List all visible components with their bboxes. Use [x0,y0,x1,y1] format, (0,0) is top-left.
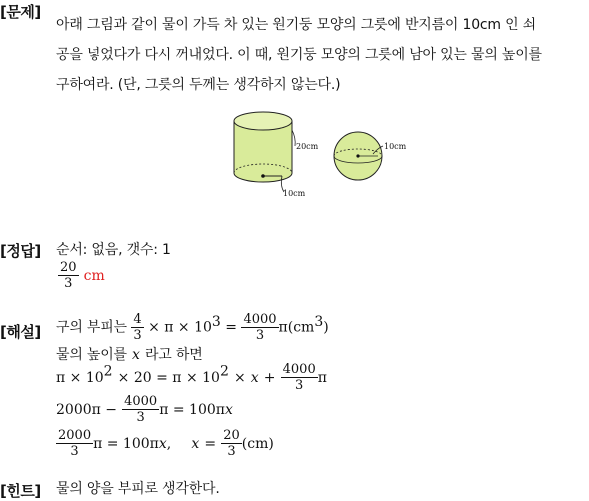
problem-line-2: 공을 넣었다가 다시 꺼내었다. 이 때, 원기둥 모양의 그릇에 남아 있는 물의 높이를 [56,47,542,63]
sphere-figure [334,132,383,180]
problem-line-3: 구하여라. (단, 그릇의 두께는 생각하지 않는다.) [56,77,341,93]
hint-label: [힌트] [0,482,41,500]
answer-meta: 순서: 없음, 갯수: 1 [56,242,171,258]
solution-line-5: $\frac{2000}{3}$ π = 100πx, x = $\frac{20}{3}$ (cm) [58,428,274,459]
cylinder-figure [234,112,295,192]
problem-line-1: 아래 그림과 같이 물이 가득 차 있는 원기둥 모양의 그릇에 반지름이 10cm 인 쇠 [56,17,536,33]
answer-value [58,260,105,291]
answer-unit: cm [83,268,105,284]
solution-line-2: 물의 높이를 x 라고 하면 [56,347,203,363]
cylinder-height-label: 20cm [296,142,319,151]
solution-line-3: $\pi \times 10^2 \times 20 = \pi \times 10^2 \times x$ + $\frac{4000}{3}$ π [56,362,327,393]
answer-label: [정답] [0,242,41,260]
hint-text: 물의 양을 부피로 생각한다. [56,481,220,497]
cylinder-radius-label: 10cm [283,189,306,198]
solution-line-4: 2000π − $\frac{4000}{3}$ π = 100πx [56,394,233,425]
answer-fraction: $\frac{20}{3}$ [60,260,77,291]
solution-label: [해설] [0,323,41,341]
problem-label: [문제] [0,3,41,21]
problem-figure [220,104,420,204]
sphere-radius-label: 10cm [384,142,407,151]
solution-line-1: 구의 부피는 $\frac{4}{3}$ × $\pi \times 10^3$ = $\frac{4000}{3}$ $\pi(cm^3)$ [56,312,329,343]
